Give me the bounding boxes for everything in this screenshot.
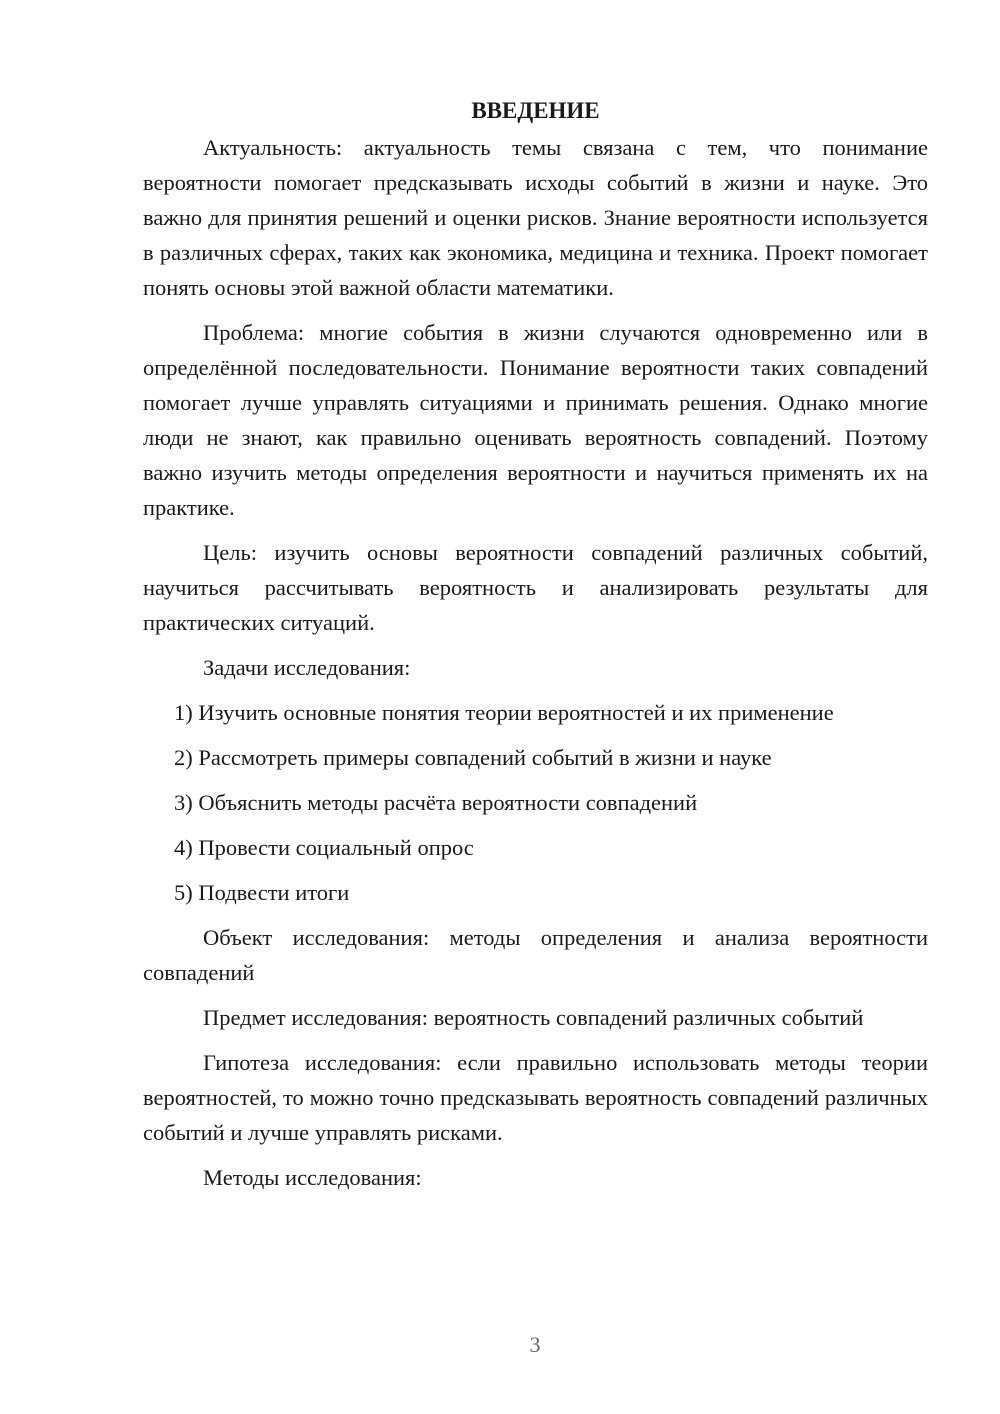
list-item: 3) Объяснить методы расчёта вероятности совпадений bbox=[174, 790, 698, 815]
goal-paragraph: Цель: изучить основы вероятности совпадений различных событий, научиться рассчитывать вероятность и анализировать результаты для практических ситуаций. bbox=[143, 540, 928, 635]
list-item: 5) Подвести итоги bbox=[174, 880, 350, 905]
relevance-paragraph: Актуальность: актуальность темы связана с тем, что понимание вероятности помогает предсказывать исходы событий в жизни и науке. Это важно для принятия решений и оценки рисков. Знание вероятности используется в различных сферах, таких как экономика, медицина и техника. Проект помогает понять основы этой важной области математики. bbox=[143, 135, 928, 300]
subject-paragraph: Предмет исследования: вероятность совпадений различных событий bbox=[203, 1005, 864, 1030]
tasks-list bbox=[143, 695, 928, 910]
page-title: ВВЕДЕНИЕ bbox=[471, 98, 600, 123]
object-paragraph: Объект исследования: методы определения и анализа вероятности совпадений bbox=[143, 925, 928, 985]
list-item: 2) Рассмотреть примеры совпадений событий в жизни и науке bbox=[174, 745, 772, 770]
hypothesis-paragraph: Гипотеза исследования: если правильно использовать методы теории вероятностей, то можно точно предсказывать вероятность совпадений различных событий и лучше управлять рисками. bbox=[143, 1050, 928, 1145]
document-page bbox=[143, 96, 928, 1205]
tasks-heading: Задачи исследования: bbox=[203, 655, 411, 680]
list-item: 1) Изучить основные понятия теории вероятностей и их применение bbox=[174, 700, 834, 725]
page-number: 3 bbox=[529, 1332, 541, 1357]
methods-heading: Методы исследования: bbox=[203, 1165, 422, 1190]
list-item: 4) Провести социальный опрос bbox=[174, 835, 474, 860]
problem-paragraph: Проблема: многие события в жизни случаются одновременно или в определённой последовательности. Понимание вероятности таких совпадений помогает лучше управлять ситуациями и принимать решения. Однако многие люди не знают, как правильно оценивать вероятность совпадений. Поэтому важно изучить методы определения вероятности и научиться применять их на практике. bbox=[143, 320, 928, 520]
